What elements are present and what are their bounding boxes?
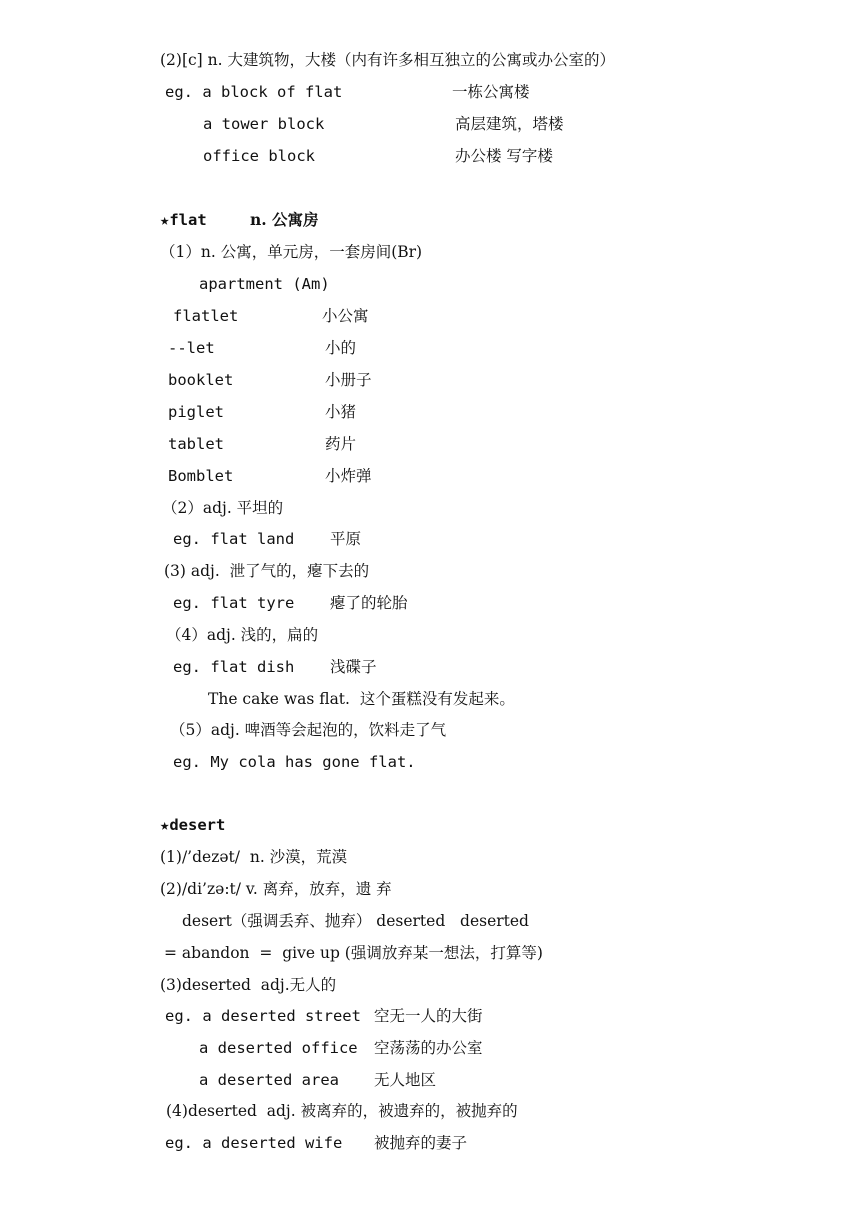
flat-heading-pos: n. 公寓房 — [250, 210, 319, 229]
flat-def-3: (3) adj. 泄了气的，瘪下去的 — [164, 562, 370, 580]
flat-def-4-eg-2: The cake was flat. 这个蛋糕没有发起来。 — [208, 690, 515, 708]
flat-def-2: （2）adj. 平坦的 — [162, 499, 284, 517]
block-example-en: office block — [203, 147, 315, 165]
desert-synonym: = abandon = give up (强调放弃某一想法，打算等) — [164, 944, 543, 962]
block-example-cn: 高层建筑，塔楼 — [455, 115, 564, 133]
let-word-en: piglet — [168, 403, 224, 421]
desert-def-3-eg-en: eg. a deserted street — [165, 1007, 361, 1025]
flat-def-3-eg-cn: 瘪了的轮胎 — [330, 594, 408, 612]
flat-def-2-eg-en: eg. flat land — [173, 530, 295, 548]
block-def-2: (2)[c] n. 大建筑物，大楼（内有许多相互独立的公寓或办公室的） — [160, 51, 615, 69]
desert-heading: ★desert — [160, 816, 226, 834]
desert-def-3-eg-en: a deserted office — [199, 1039, 358, 1057]
let-word-cn: 药片 — [325, 435, 357, 453]
desert-def-1: (1)/’dezət/ n. 沙漠，荒漠 — [160, 848, 348, 866]
flat-def-4-eg-cn: 浅碟子 — [330, 658, 377, 676]
desert-def-4: (4)deserted adj. 被离弃的，被遗弃的，被抛弃的 — [166, 1102, 518, 1120]
flat-heading-word: ★flat — [160, 211, 207, 229]
desert-def-4-eg-cn: 被抛弃的妻子 — [374, 1134, 468, 1152]
block-example-cn: 一栋公寓楼 — [452, 83, 530, 101]
let-word-en: booklet — [168, 371, 234, 389]
desert-def-3: (3)deserted adj.无人的 — [160, 976, 337, 994]
let-word-en: Bomblet — [168, 467, 234, 485]
desert-def-2: (2)/di’zə:t/ v. 离弃，放弃，遗 弃 — [160, 880, 392, 898]
flat-def-4: （4）adj. 浅的，扁的 — [166, 626, 319, 644]
flat-def-5-eg: eg. My cola has gone flat. — [173, 753, 416, 771]
flat-def-4-eg-en: eg. flat dish — [173, 658, 295, 676]
let-word-cn: 小的 — [325, 339, 357, 357]
desert-def-3-eg-cn: 空无一人的大街 — [374, 1007, 483, 1025]
flat-def-1-alt: apartment (Am) — [199, 275, 330, 293]
block-example-cn: 办公楼 写字楼 — [455, 147, 553, 165]
desert-def-3-eg-cn: 无人地区 — [374, 1071, 437, 1089]
let-word-cn: 小猪 — [325, 403, 357, 421]
block-example-en: eg. a block of flat — [165, 83, 343, 101]
flat-def-2-eg-cn: 平原 — [330, 530, 362, 548]
desert-def-3-eg-en: a deserted area — [199, 1071, 339, 1089]
let-word-cn: 小炸弹 — [325, 467, 372, 485]
let-word-en: tablet — [168, 435, 224, 453]
let-word-cn: 小册子 — [325, 371, 372, 389]
desert-def-3-eg-cn: 空荡荡的办公室 — [374, 1039, 483, 1057]
flat-def-5: （5）adj. 啤酒等会起泡的，饮料走了气 — [170, 721, 447, 739]
let-word-cn: 小公寓 — [322, 307, 369, 325]
let-word-en: --let — [168, 339, 215, 357]
flat-def-1: （1）n. 公寓，单元房，一套房间(Br) — [160, 243, 423, 261]
block-example-en: a tower block — [203, 115, 325, 133]
flat-def-3-eg-en: eg. flat tyre — [173, 594, 295, 612]
desert-forms: desert（强调丢弃、抛弃） deserted deserted — [182, 912, 529, 930]
let-word-en: flatlet — [173, 307, 239, 325]
desert-def-4-eg-en: eg. a deserted wife — [165, 1134, 343, 1152]
